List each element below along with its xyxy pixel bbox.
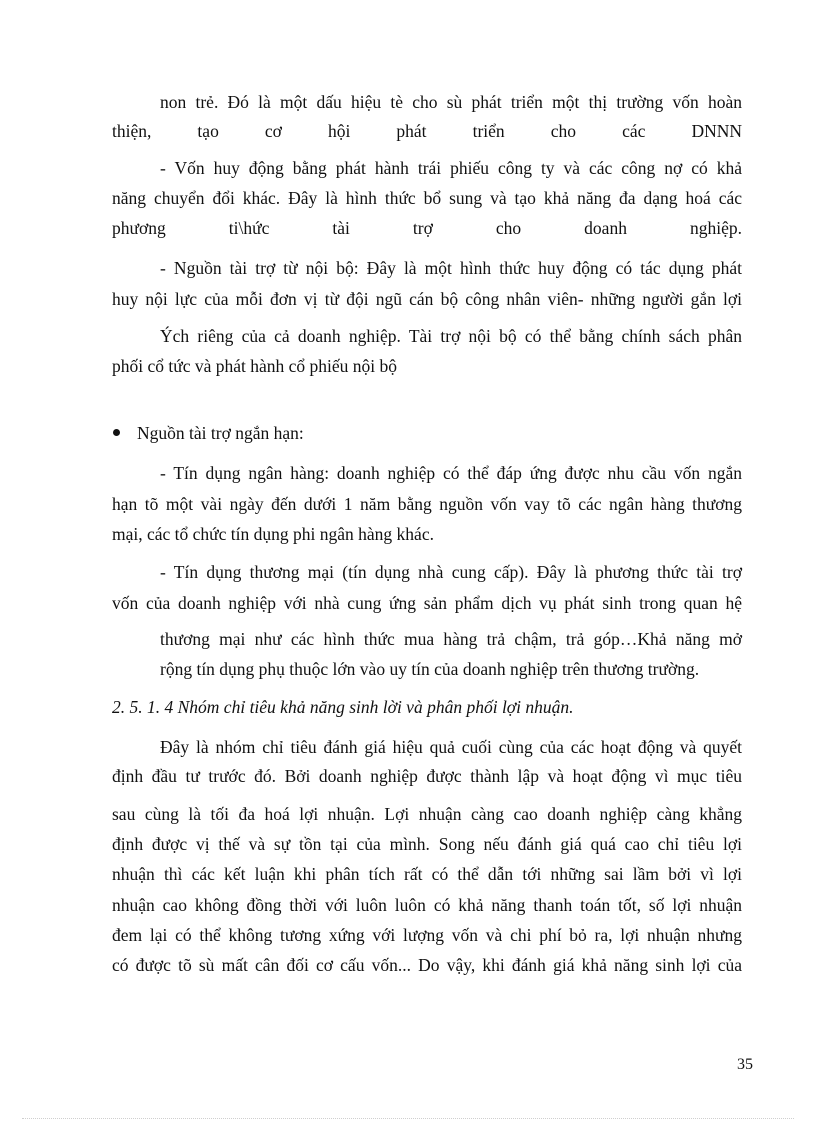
text-line: non trẻ. Đó là một dấu hiệu tè cho sù phát triển một thị trường vốn hoàn xyxy=(160,92,742,112)
text-line: hạn tõ một vài ngày đến dưới 1 năm bằng nguồn vốn vay tõ các ngân hàng thương xyxy=(112,494,742,514)
text-line: sau cùng là tối đa hoá lợi nhuận. Lợi nhuận càng cao doanh nghiệp càng khẳng xyxy=(112,804,742,824)
text-line: - Vốn huy động bằng phát hành trái phiếu công ty và các công nợ có khả xyxy=(160,158,742,178)
text-line: vốn của doanh nghiệp với nhà cung ứng sản phẩm dịch vụ phát sinh trong quan hệ xyxy=(112,593,742,613)
text-line: Đây là nhóm chỉ tiêu đánh giá hiệu quả cuối cùng của các hoạt động và quyết xyxy=(160,737,742,757)
text-line: huy nội lực của mỗi đơn vị từ đội ngũ cán bộ công nhân viên- những người gắn lợi xyxy=(112,289,742,309)
bullet-heading: Nguồn tài trợ ngắn hạn: xyxy=(137,423,304,443)
text-line: nhuận cao không đồng thời với luôn luôn có khả năng thanh toán tốt, số lợi nhuận xyxy=(112,895,742,915)
text-line: Ých riêng của cả doanh nghiệp. Tài trợ nội bộ có thể bằng chính sách phân xyxy=(160,326,742,346)
page-bottom-rule xyxy=(22,1118,794,1119)
bullet-icon xyxy=(113,429,120,436)
text-line: đem lại có thể không tương xứng với lượng vốn và chi phí bỏ ra, lợi nhuận nhưng xyxy=(112,925,742,945)
text-line: thiện, tạo cơ hội phát triển cho các DNNN xyxy=(112,121,742,141)
text-line: định đầu tư trước đó. Bởi doanh nghiệp được thành lập và hoạt động vì mục tiêu xyxy=(112,766,742,786)
text-line: định được vị thế và sự tồn tại của mình. Song nếu đánh giá quá cao chỉ tiêu lợi xyxy=(112,834,742,854)
text-line: có được tõ sù mất cân đối cơ cấu vốn... Do vậy, khi đánh giá khả năng sinh lợi của xyxy=(112,955,742,975)
text-line: - Tín dụng thương mại (tín dụng nhà cung cấp). Đây là phương thức tài trợ xyxy=(160,562,742,582)
text-line: nhuận thì các kết luận khi phân tích rất có thể dẫn tới những sai lầm bởi vì lợi xyxy=(112,864,742,884)
text-line: thương mại như các hình thức mua hàng trả chậm, trả góp…Khả năng mở xyxy=(160,629,742,649)
text-line: - Nguồn tài trợ từ nội bộ: Đây là một hình thức huy động có tác dụng phát xyxy=(160,258,742,278)
text-line: rộng tín dụng phụ thuộc lớn vào uy tín của doanh nghiệp trên thương trường. xyxy=(160,659,700,679)
text-line: - Tín dụng ngân hàng: doanh nghiệp có thể đáp ứng được nhu cầu vốn ngắn xyxy=(160,463,742,483)
text-line: năng chuyển đổi khác. Đây là hình thức bổ sung và tạo khả năng đa dạng hoá các xyxy=(112,188,742,208)
page-number: 35 xyxy=(737,1056,753,1073)
section-heading: 2. 5. 1. 4 Nhóm chỉ tiêu khả năng sinh lời và phân phối lợi nhuận. xyxy=(112,697,574,717)
text-line: phương ti\hức tài trợ cho doanh nghiệp. xyxy=(112,218,742,238)
text-line: phối cổ tức và phát hành cổ phiếu nội bộ xyxy=(112,356,398,376)
text-line: mại, các tổ chức tín dụng phi ngân hàng khác. xyxy=(112,524,434,544)
